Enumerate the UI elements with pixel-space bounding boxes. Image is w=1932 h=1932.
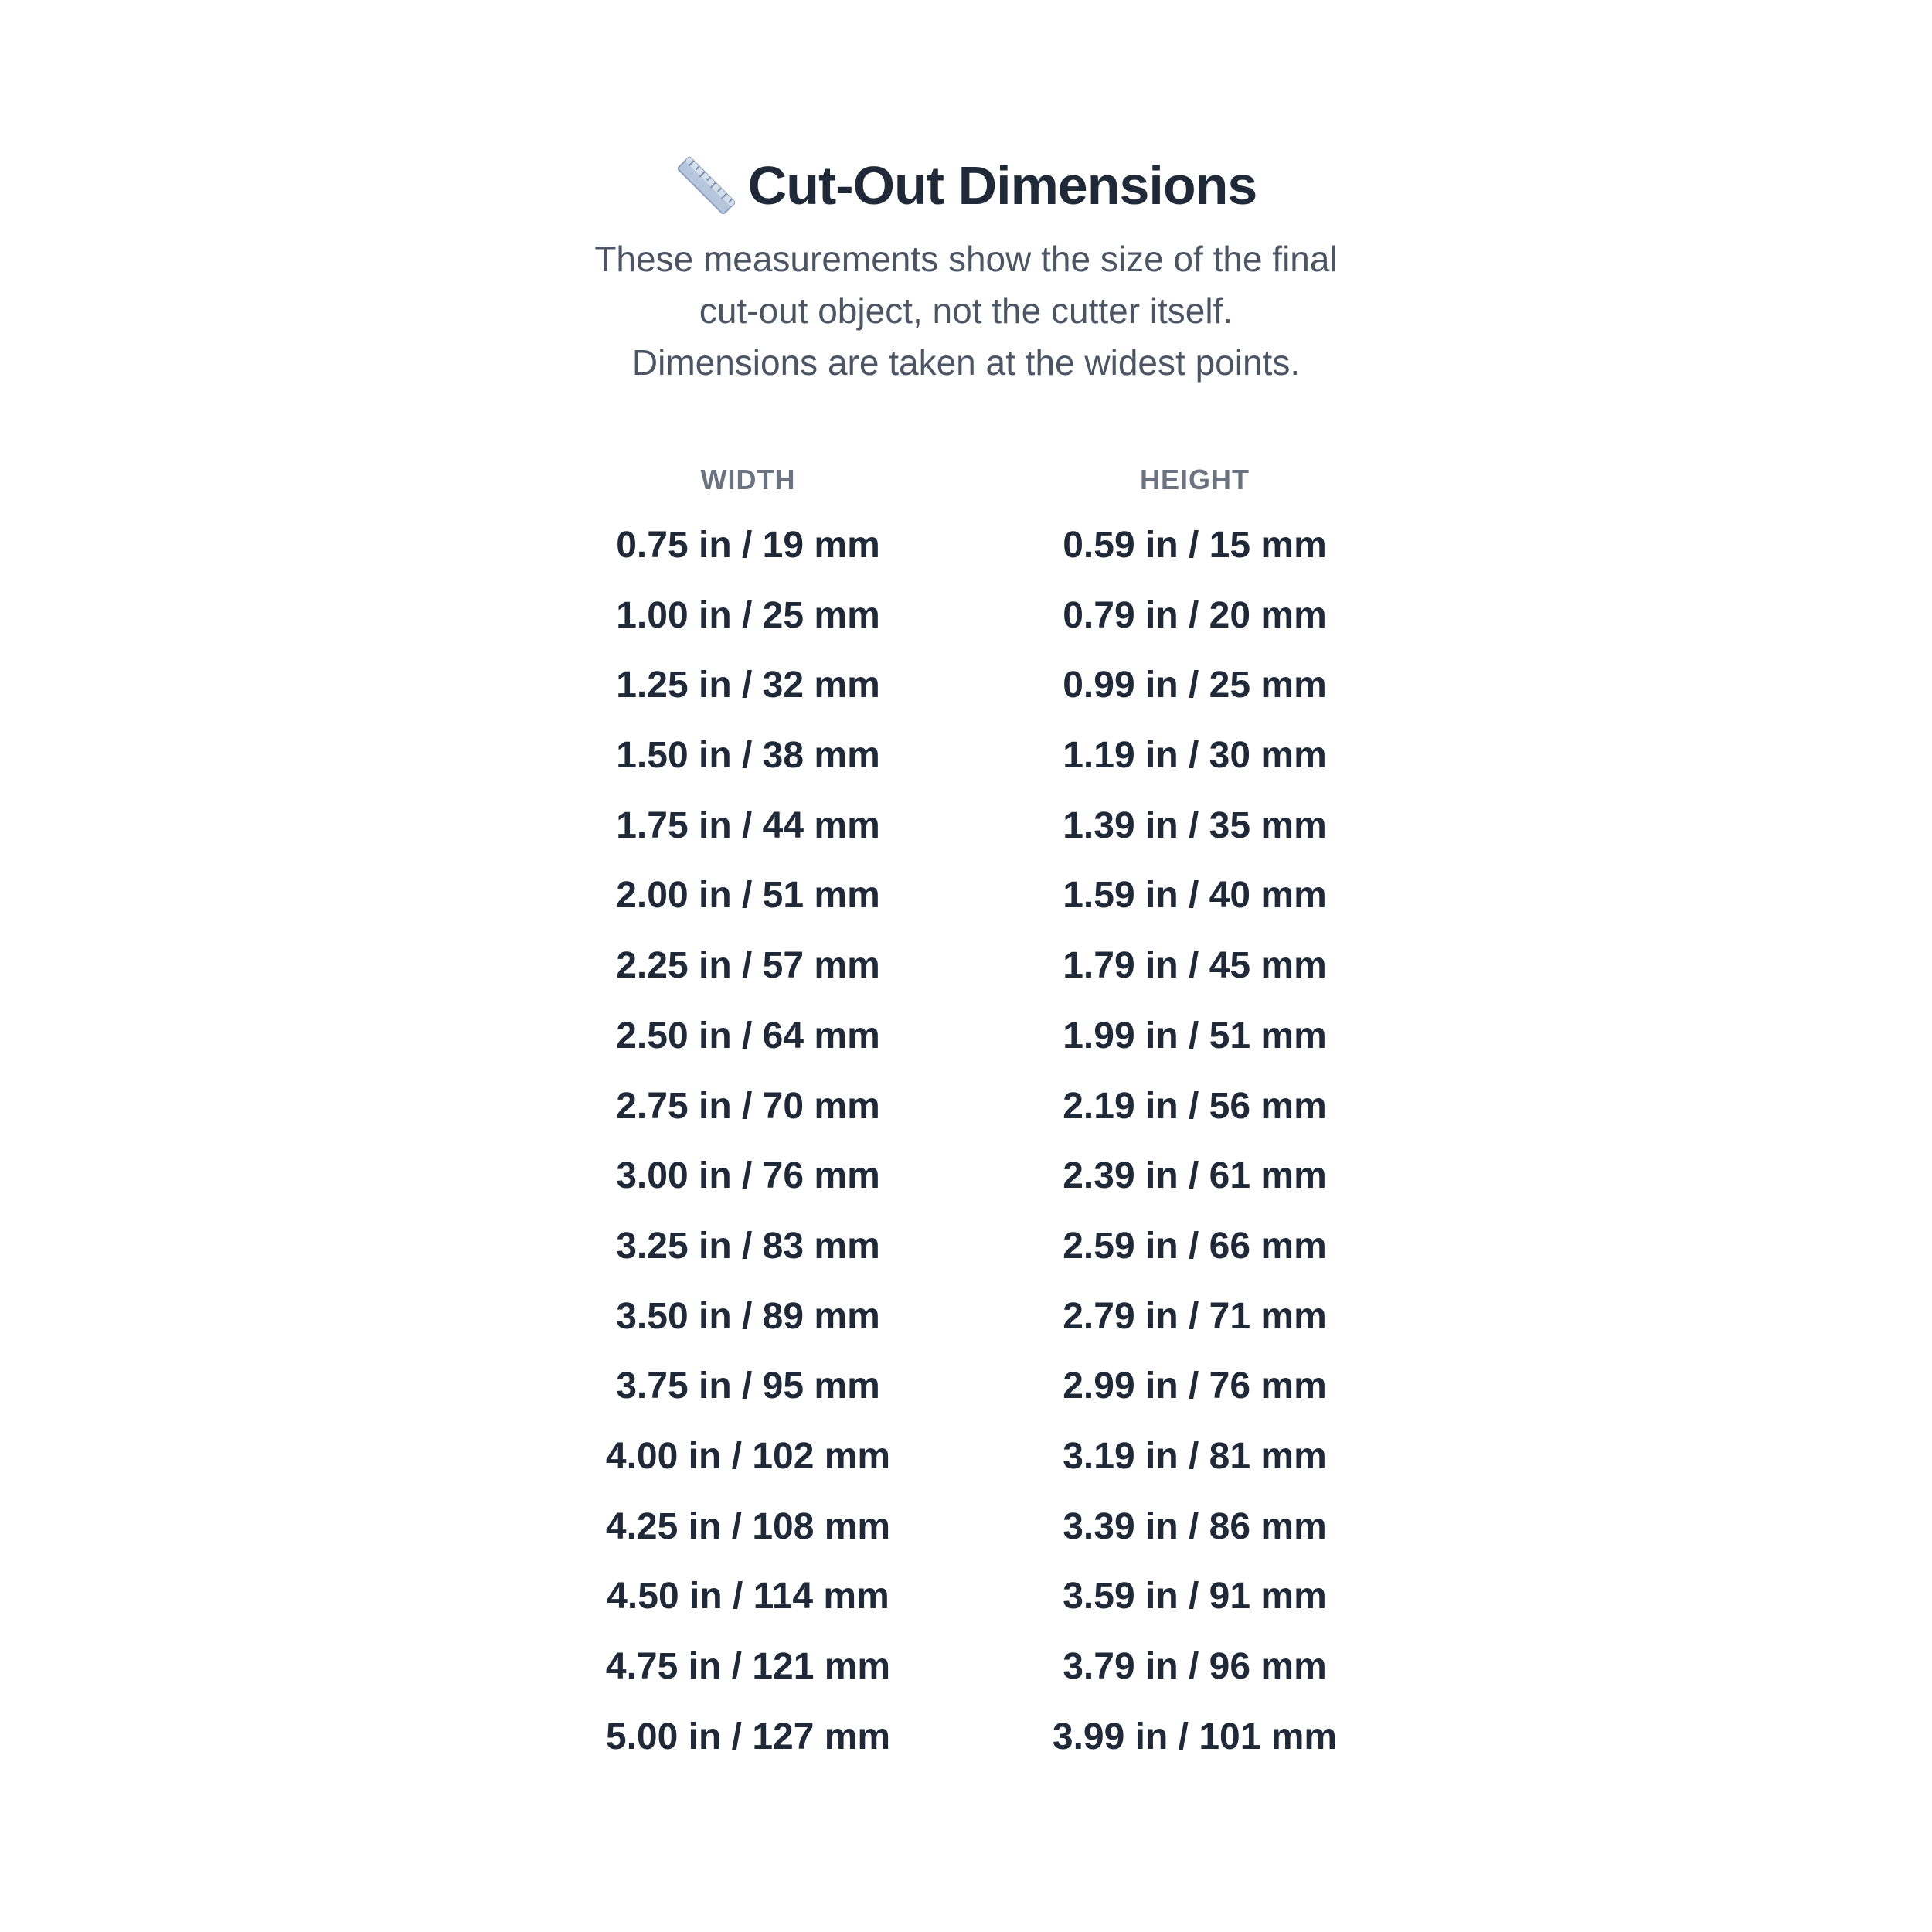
height-cell: 3.59 in / 91 mm <box>1063 1576 1327 1617</box>
ruler-icon <box>675 155 737 216</box>
height-cell: 0.79 in / 20 mm <box>1063 594 1327 636</box>
width-cell: 3.00 in / 76 mm <box>616 1155 880 1197</box>
width-cell: 4.00 in / 102 mm <box>605 1435 891 1477</box>
subtitle-line: cut-out object, not the cutter itself. <box>699 291 1233 331</box>
page-title: Cut-Out Dimensions <box>747 155 1257 216</box>
subtitle-line: Dimensions are taken at the widest points. <box>631 342 1301 383</box>
width-cell: 0.75 in / 19 mm <box>616 525 880 566</box>
column-header-width: WIDTH <box>700 464 796 495</box>
height-cell: 1.19 in / 30 mm <box>1063 735 1327 777</box>
height-cell: 2.79 in / 71 mm <box>1063 1295 1327 1337</box>
height-cells <box>924 504 1465 1772</box>
width-cell: 1.00 in / 25 mm <box>616 594 880 636</box>
subtitle <box>0 233 1932 389</box>
width-cell: 3.25 in / 83 mm <box>616 1225 880 1267</box>
width-cell: 2.00 in / 51 mm <box>616 875 880 917</box>
title-row <box>0 147 1932 224</box>
height-cell: 1.79 in / 45 mm <box>1063 945 1327 987</box>
width-cell: 3.75 in / 95 mm <box>616 1366 880 1407</box>
width-cell: 5.00 in / 127 mm <box>605 1716 891 1757</box>
height-cell: 1.39 in / 35 mm <box>1063 804 1327 846</box>
height-cell: 3.79 in / 96 mm <box>1063 1646 1327 1687</box>
subtitle-line: These measurements show the size of the final <box>594 239 1338 279</box>
height-cell: 1.99 in / 51 mm <box>1063 1015 1327 1056</box>
width-cell: 2.50 in / 64 mm <box>616 1015 880 1056</box>
width-cell: 4.50 in / 114 mm <box>607 1576 889 1617</box>
width-cell: 2.75 in / 70 mm <box>616 1085 880 1127</box>
height-cell: 0.59 in / 15 mm <box>1063 525 1327 566</box>
column-header-height: HEIGHT <box>1139 464 1250 495</box>
height-cell: 3.19 in / 81 mm <box>1063 1435 1327 1477</box>
height-cell: 2.99 in / 76 mm <box>1063 1366 1327 1407</box>
height-cell: 2.19 in / 56 mm <box>1063 1085 1327 1127</box>
height-cell: 3.99 in / 101 mm <box>1052 1716 1338 1757</box>
width-cell: 4.75 in / 121 mm <box>605 1646 891 1687</box>
width-cell: 4.25 in / 108 mm <box>605 1505 891 1547</box>
width-cell: 1.50 in / 38 mm <box>616 735 880 777</box>
height-cell: 3.39 in / 86 mm <box>1063 1505 1327 1547</box>
width-cell: 1.25 in / 32 mm <box>616 665 880 706</box>
width-cell: 3.50 in / 89 mm <box>616 1295 880 1337</box>
height-cell: 1.59 in / 40 mm <box>1063 875 1327 917</box>
height-column <box>924 456 1465 1772</box>
height-cell: 2.59 in / 66 mm <box>1063 1225 1327 1267</box>
height-cell: 2.39 in / 61 mm <box>1063 1155 1327 1197</box>
height-cell: 0.99 in / 25 mm <box>1063 665 1327 706</box>
width-cell: 2.25 in / 57 mm <box>616 945 880 987</box>
width-cell: 1.75 in / 44 mm <box>616 804 880 846</box>
